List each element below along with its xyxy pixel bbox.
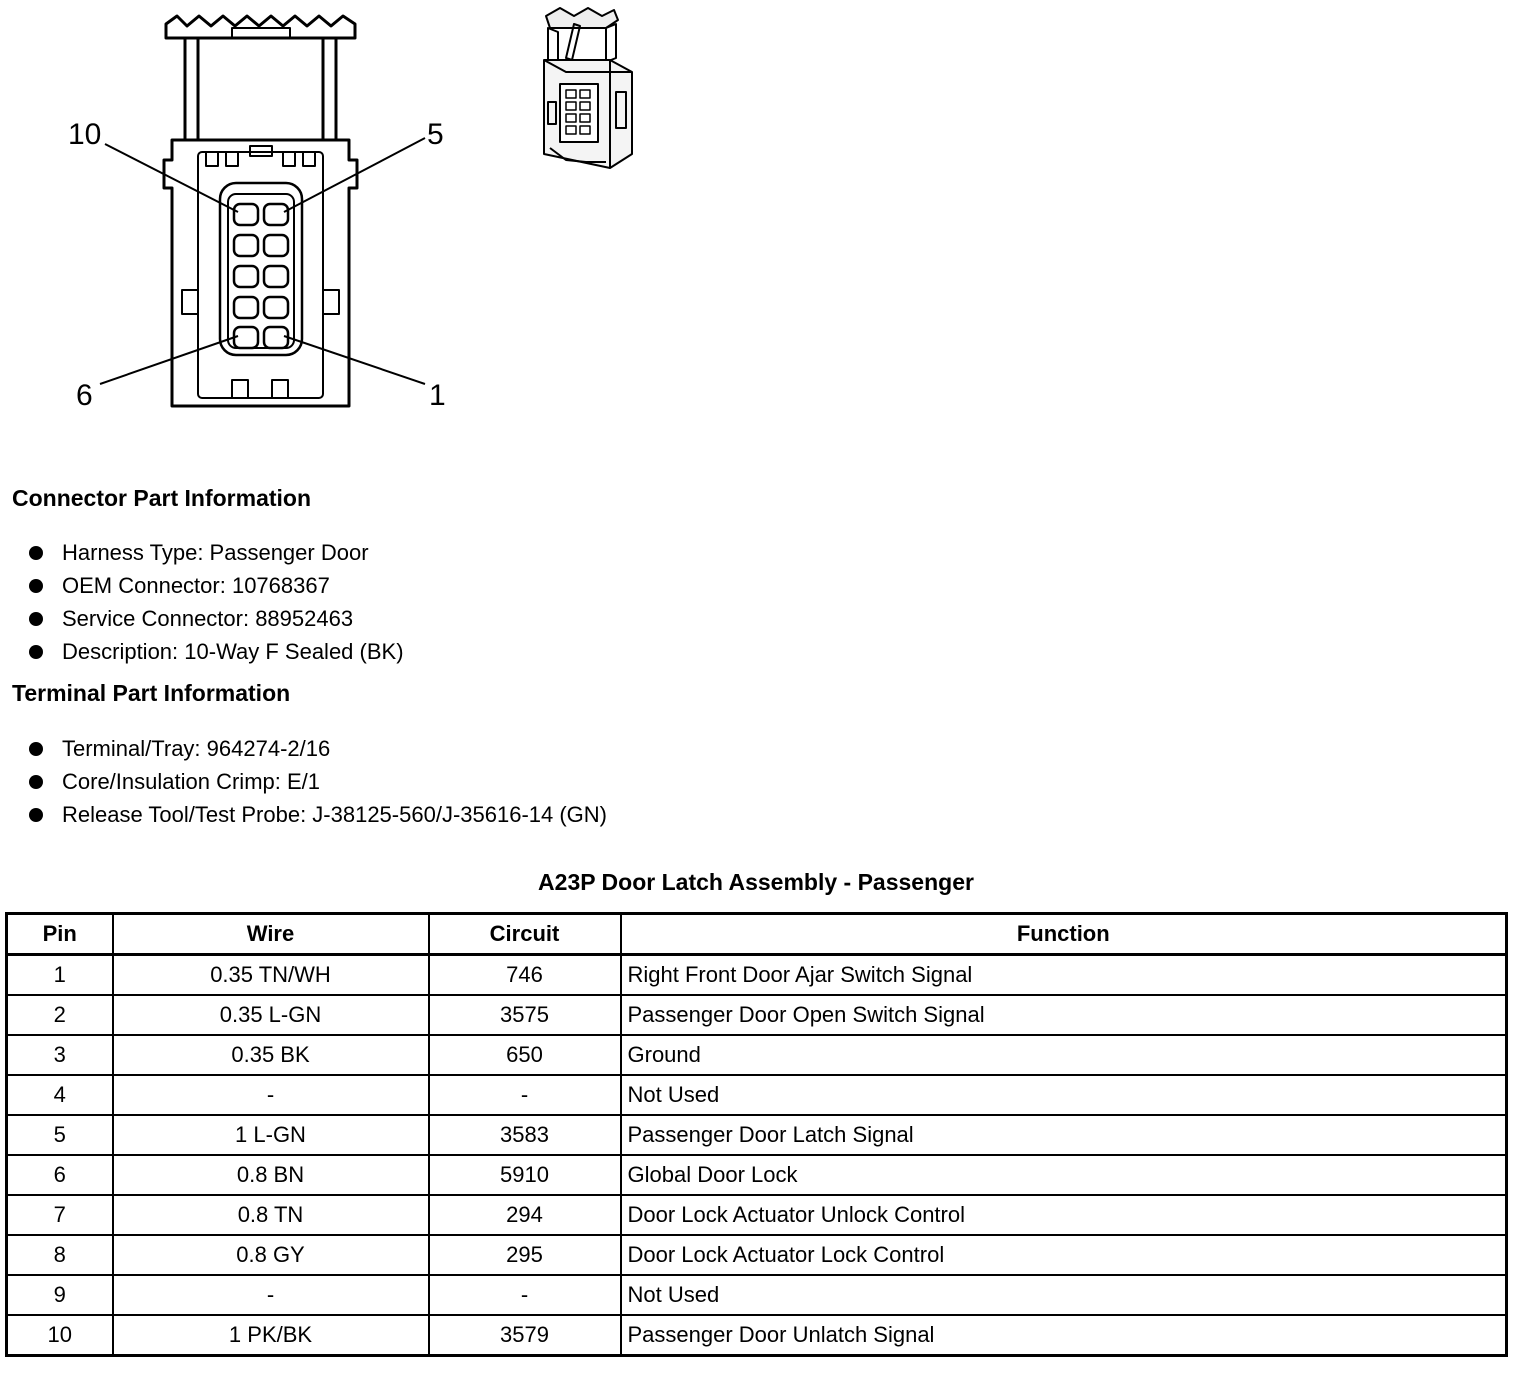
cell-pin: 10 xyxy=(7,1315,113,1356)
cell-pin: 1 xyxy=(7,955,113,996)
cavity-5 xyxy=(264,204,288,225)
pin-label-6: 6 xyxy=(76,379,93,412)
table-row xyxy=(7,1315,1507,1356)
cell-pin: 6 xyxy=(7,1155,113,1195)
cell-function: Right Front Door Ajar Switch Signal xyxy=(621,955,1507,996)
table-row xyxy=(7,1275,1507,1315)
terminal-info-list xyxy=(0,732,607,831)
pin-label-10: 10 xyxy=(68,118,102,151)
leader-line-6 xyxy=(100,336,238,384)
cell-function: Not Used xyxy=(621,1075,1507,1115)
table-row xyxy=(7,995,1507,1035)
cell-function: Door Lock Actuator Unlock Control xyxy=(621,1195,1507,1235)
cell-pin: 5 xyxy=(7,1115,113,1155)
header-circuit: Circuit xyxy=(429,914,621,955)
bullet-icon xyxy=(29,808,43,822)
cavity-9 xyxy=(234,235,258,256)
connector-inner-frame xyxy=(198,152,323,398)
list-item: OEM Connector: 10768367 xyxy=(0,569,404,602)
cell-wire: 0.8 TN xyxy=(113,1195,429,1235)
cell-circuit: - xyxy=(429,1275,621,1315)
table-title: A23P Door Latch Assembly - Passenger xyxy=(538,869,974,895)
cell-circuit: 294 xyxy=(429,1195,621,1235)
cell-wire: 1 L-GN xyxy=(113,1115,429,1155)
table-row xyxy=(7,955,1507,996)
terminal-cavities xyxy=(234,204,288,348)
bullet-icon xyxy=(29,775,43,789)
bullet-icon xyxy=(29,579,43,593)
cell-pin: 7 xyxy=(7,1195,113,1235)
header-wire: Wire xyxy=(113,914,429,955)
cell-circuit: 3575 xyxy=(429,995,621,1035)
cavity-1 xyxy=(264,327,288,348)
table-row xyxy=(7,1195,1507,1235)
list-item: Service Connector: 88952463 xyxy=(0,602,404,635)
table-row xyxy=(7,1115,1507,1155)
bullet-icon xyxy=(29,612,43,626)
pin-label-5: 5 xyxy=(427,118,444,151)
bullet-icon xyxy=(29,742,43,756)
cell-function: Passenger Door Latch Signal xyxy=(621,1115,1507,1155)
cavity-2 xyxy=(264,297,288,318)
list-item: Core/Insulation Crimp: E/1 xyxy=(0,765,607,798)
cell-wire: 0.35 BK xyxy=(113,1035,429,1075)
header-function: Function xyxy=(621,914,1507,955)
cell-circuit: 3583 xyxy=(429,1115,621,1155)
cell-pin: 9 xyxy=(7,1275,113,1315)
table-row xyxy=(7,1155,1507,1195)
cavity-7 xyxy=(234,297,258,318)
cell-wire: 0.35 L-GN xyxy=(113,995,429,1035)
connector-info-list xyxy=(0,536,404,668)
connector-housing xyxy=(164,140,357,406)
leader-line-5 xyxy=(284,138,425,212)
cell-function: Ground xyxy=(621,1035,1507,1075)
terminal-info-heading: Terminal Part Information xyxy=(12,680,291,706)
cell-wire: 0.8 GY xyxy=(113,1235,429,1275)
cell-circuit: 3579 xyxy=(429,1315,621,1356)
pin-label-1: 1 xyxy=(429,379,446,412)
pinout-table xyxy=(5,912,1508,1357)
table-row xyxy=(7,1235,1507,1275)
table-row xyxy=(7,1035,1507,1075)
cell-circuit: 295 xyxy=(429,1235,621,1275)
cell-function: Door Lock Actuator Lock Control xyxy=(621,1235,1507,1275)
bullet-icon xyxy=(29,645,43,659)
cell-circuit: - xyxy=(429,1075,621,1115)
cell-circuit: 746 xyxy=(429,955,621,996)
list-item: Terminal/Tray: 964274-2/16 xyxy=(0,732,607,765)
list-item: Description: 10-Way F Sealed (BK) xyxy=(0,635,404,668)
cavity-8 xyxy=(234,266,258,287)
cell-function: Global Door Lock xyxy=(621,1155,1507,1195)
cavity-4 xyxy=(264,235,288,256)
cell-wire: 1 PK/BK xyxy=(113,1315,429,1356)
cell-pin: 3 xyxy=(7,1035,113,1075)
cell-wire: - xyxy=(113,1075,429,1115)
list-item: Release Tool/Test Probe: J-38125-560/J-35616-14 (GN) xyxy=(0,798,607,831)
table-row xyxy=(7,1075,1507,1115)
list-item: Harness Type: Passenger Door xyxy=(0,536,404,569)
connector-info-heading: Connector Part Information xyxy=(12,485,312,511)
header-pin: Pin xyxy=(7,914,113,955)
cell-function: Not Used xyxy=(621,1275,1507,1315)
cell-wire: - xyxy=(113,1275,429,1315)
cell-circuit: 650 xyxy=(429,1035,621,1075)
connector-isometric-diagram xyxy=(536,2,646,174)
bullet-icon xyxy=(29,546,43,560)
cell-pin: 2 xyxy=(7,995,113,1035)
connector-face-diagram xyxy=(0,0,470,420)
leader-line-1 xyxy=(284,336,425,384)
cavity-3 xyxy=(264,266,288,287)
cavity-10 xyxy=(234,204,258,225)
cavity-6 xyxy=(234,327,258,348)
cell-function: Passenger Door Unlatch Signal xyxy=(621,1315,1507,1356)
cell-wire: 0.35 TN/WH xyxy=(113,955,429,996)
cell-wire: 0.8 BN xyxy=(113,1155,429,1195)
table-header-row xyxy=(7,914,1507,955)
cell-pin: 4 xyxy=(7,1075,113,1115)
cell-circuit: 5910 xyxy=(429,1155,621,1195)
connector-cavity-block xyxy=(228,194,294,348)
cell-function: Passenger Door Open Switch Signal xyxy=(621,995,1507,1035)
cell-pin: 8 xyxy=(7,1235,113,1275)
